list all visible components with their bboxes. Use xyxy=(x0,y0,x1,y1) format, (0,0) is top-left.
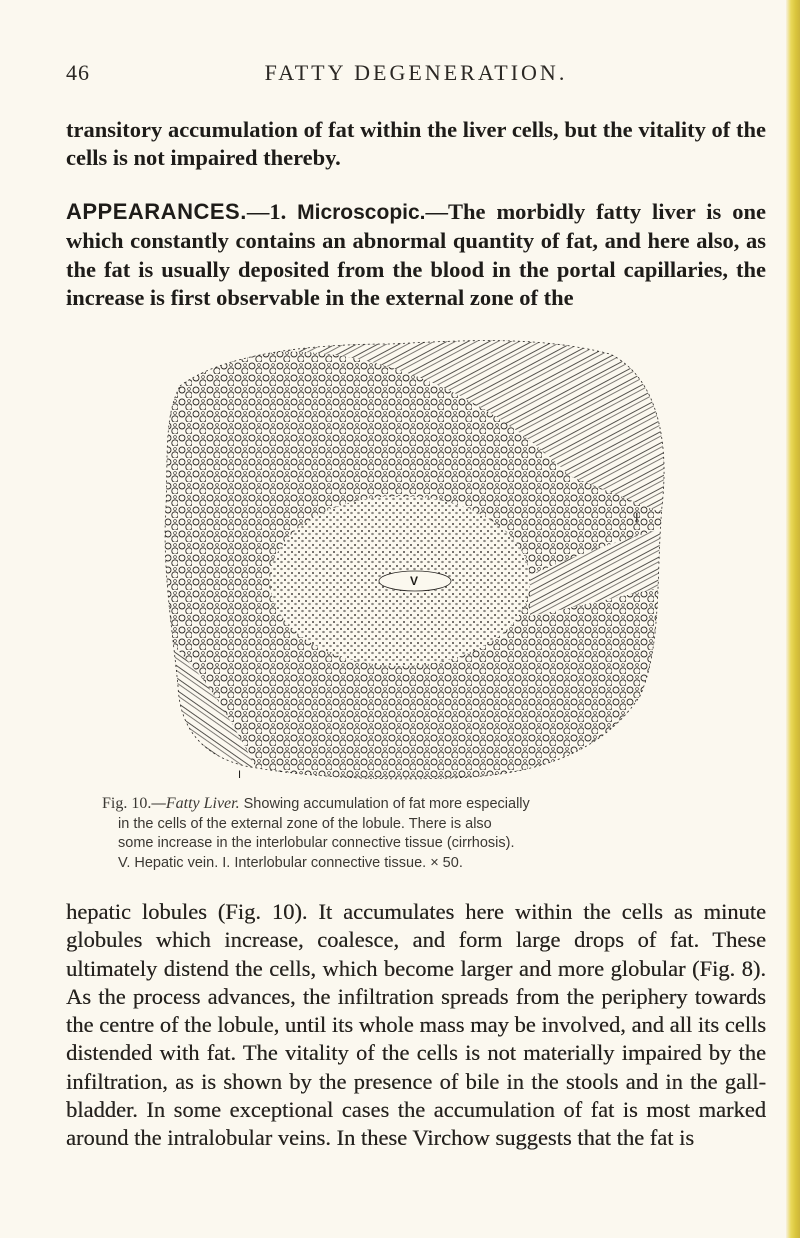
caption-line-3: some increase in the interlobular connective tissue (cirrhosis). xyxy=(118,835,515,851)
caption-title: Fatty Liver. xyxy=(165,795,240,812)
subsection-heading: Microscopic. xyxy=(297,201,426,224)
label-i-top: I xyxy=(635,510,639,525)
caption-line-2: in the cells of the external zone of the lobule. There is also xyxy=(118,815,492,832)
caption-line-4: V. Hepatic vein. I. Interlobular connective tissue. × 50. xyxy=(118,854,463,871)
label-v: V xyxy=(410,574,419,588)
running-head: FATTY DEGENERATION. xyxy=(264,60,568,85)
section-heading: APPEARANCES. xyxy=(66,199,247,224)
caption-fig-label: Fig. 10. xyxy=(102,795,152,812)
page-number: 46 xyxy=(66,60,90,85)
figure-caption: Fig. 10.—Fatty Liver. Showing accumulation of fat more especially in the cells of the external zone of the lobule. There is also some increase in the interlobular connective tissue (cirrhosis). V. Hepatic vein. I. Interlobular connective tissue. × 50. xyxy=(102,794,742,873)
liver-section-illustration xyxy=(150,326,670,786)
caption-line-1: Showing accumulation of fat more especially xyxy=(243,796,530,812)
section-number: —1. xyxy=(246,199,287,224)
label-i-bottom: I xyxy=(238,769,242,781)
intro-paragraph: transitory accumulation of fat within the liver cells, but the vitality of the cells is not impaired thereby. xyxy=(66,117,766,171)
continuation-paragraph: hepatic lobules (Fig. 10). It accumulates here within the cells as minute globules which increase, coalesce, and form large drops of fat. These ultimately distend the cells, which become larger and more globular (Fig. 8). As the process advances, the infiltration spreads from the periphery towards the centre of the lobule, until its whole mass may be involved, and all its cells distended with fat. The vitality of the cells is not materially impaired by the infiltration, as is shown by the presence of bile in the stools and in the gall-bladder. In some exceptional cases the accumulation of fat is most marked around the intralobular veins. In these Virchow suggests that the fat is xyxy=(66,899,766,1151)
page-edge xyxy=(786,0,800,1238)
appearances-paragraph xyxy=(66,198,766,312)
liver-section-figure xyxy=(150,326,670,786)
page-header xyxy=(66,60,766,94)
appearances-text: —The morbidly fatty liver is one which constantly contains an abnormal quantity of fat, and here also, as the fat is usually deposited from the blood in the portal capillaries, the increase is first observable in the external zone of the xyxy=(66,199,766,310)
